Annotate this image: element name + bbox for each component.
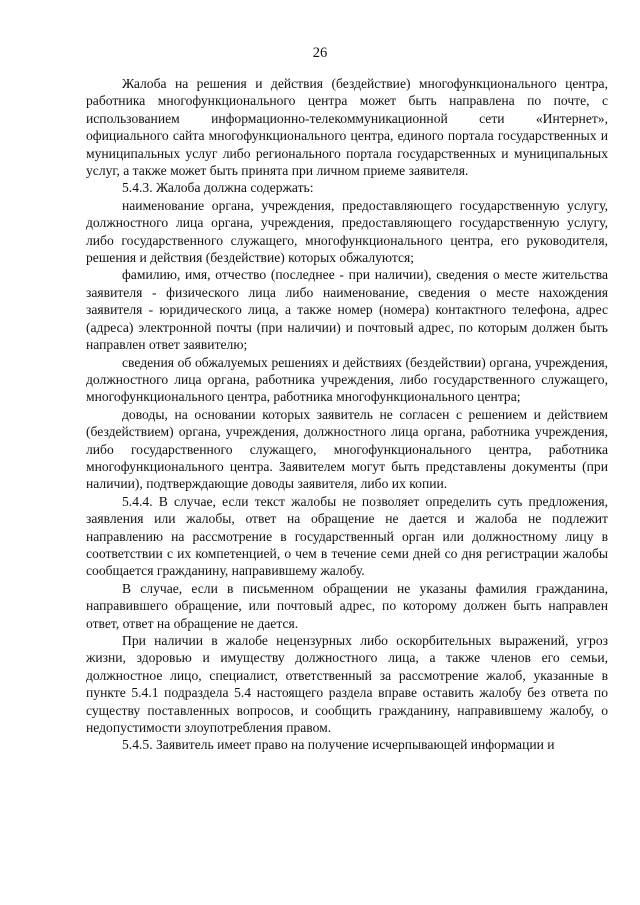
paragraph-offensive-language: При наличии в жалобе нецензурных либо оскорбительных выражений, угроз жизни, здоровью и имуществу должностного лица, а также членов его семьи, должностное лицо, специалист, ответственный за рассмотрение жалоб, указанные в пункте 5.4.1 подраздела 5.4 настоящего раздела вправе оставить жалобу без ответа по существу поставленных вопросов, и сообщить гражданину, направившему жалобу, о недопустимости злоупотребления правом.	[86, 633, 608, 736]
paragraph-section-5-4-3: 5.4.3. Жалоба должна содержать:	[122, 180, 314, 196]
paragraph-arguments: доводы, на основании которых заявитель не согласен с решением и действием (бездействием) органа, учреждения, должностного лица органа, работника учреждения, либо государственного служащего, многофункционального центра, работника многофункционального центра. Заявителем могут быть представлены документы (при наличии), подтверждающие доводы заявителя, либо их копии.	[86, 406, 608, 492]
paragraph-complaint-channels: Жалоба на решения и действия (бездействие) многофункционального центра, работника многофункционального центра может быть направлена по почте, с использованием информационно-телекоммуникационной сети «Интернет», официального сайта многофункционального центра, единого портала государственных и муниципальных услуг либо регионального портала государственных и муниципальных услуг, а также может быть принята при личном приеме заявителя.	[86, 76, 608, 179]
paragraph-applicant-details: фамилию, имя, отчество (последнее - при наличии), сведения о месте жительства заявителя - физического лица либо наименование, сведения о месте нахождения заявителя - юридического лица, а также номер (номера) контактного телефона, адрес (адреса) электронной почты (при наличии) и почтовый адрес, по которым должен быть направлен ответ заявителю;	[86, 267, 608, 353]
paragraph-section-5-4-4: 5.4.4. В случае, если текст жалобы не позволяет определить суть предложения, заявления или жалобы, ответ на обращение не дается и жалоба не подлежит направлению на рассмотрение в государственный орган или должностному лицу в соответствии с их компетенцией, о чем в течение семи дней со дня регистрации жалобы сообщается гражданину, направившему жалобу.	[86, 493, 608, 579]
paragraph-body-name: наименование органа, учреждения, предоставляющего государственную услугу, должностного лица органа, учреждения, предоставляющего государственную услугу, либо государственного служащего, многофункционального центра, его руководителя, решения и действия (бездействие) которых обжалуются;	[86, 197, 608, 266]
page-number: 26	[312, 45, 328, 61]
paragraph-section-5-4-5: 5.4.5. Заявитель имеет право на получение исчерпывающей информации и	[122, 737, 555, 753]
paragraph-missing-name: В случае, если в письменном обращении не указаны фамилия гражданина, направившего обращение, или почтовый адрес, по которому должен быть направлен ответ, ответ на обращение не дается.	[86, 580, 608, 631]
document-body	[86, 75, 608, 754]
paragraph-appealed-decisions: сведения об обжалуемых решениях и действиях (бездействии) органа, учреждения, должностного лица органа, работника учреждения, либо государственного служащего, многофункционального центра, работника многофункционального центра;	[86, 354, 608, 405]
